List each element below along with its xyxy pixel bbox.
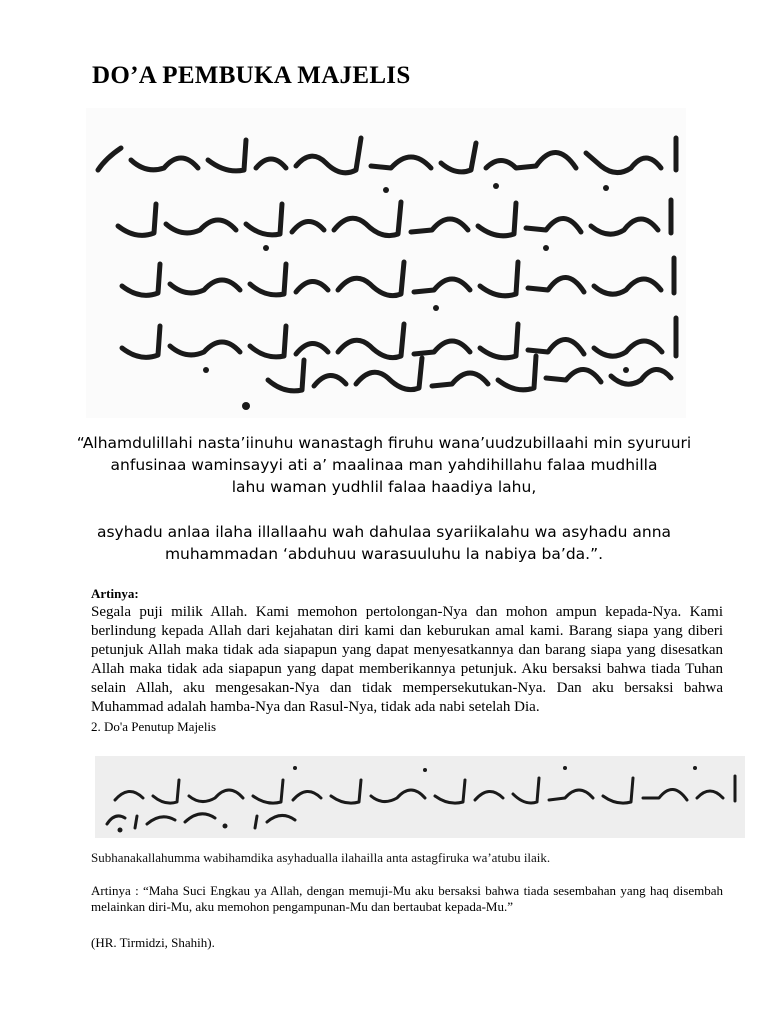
arabic-calligraphy-icon — [86, 108, 686, 418]
translation-block — [91, 584, 723, 736]
closing-prayer-latin: Subhanakallahumma wabihamdika asyhadualla ilahailla anta astagfiruka wa’atubu ilaik. — [91, 850, 551, 865]
translit-line: “Alhamdulillahi nasta’iinuhu wanastagh firuhu wana’uudzubillaahi min syuruuri — [76, 434, 692, 452]
page-title: DO’A PEMBUKA MAJELIS — [92, 62, 411, 89]
translation-text: Segala puji milik Allah. Kami memohon pertolongan-Nya dan mohon ampun kepada-Nya. Kami berlindung kepada Allah dari kejahatan diri kami dan keburukan amal kami. Barang siapa yang diberi petunjuk Allah maka tidak ada siapapun yang dapat menyesatkannya dan barang siapa yang disesatkan Allah maka tidak ada siapapun yang dapat memberikannya petunjuk. Aku bersaksi bahwa tiada Tuhan selain Allah, aku mengesakan-Nya dan tidak mempersekutukan-Nya. Dan aku bersaksi bahwa Muhammad adalah hamba-Nya dan Rasul-Nya, tidak ada nabi setelah Dia. — [91, 604, 723, 715]
transliteration-paragraph-1 — [30, 432, 738, 498]
hadith-source: (HR. Tirmidzi, Shahih). — [91, 935, 215, 950]
translit-line: anfusinaa waminsayyi ati a’ maalinaa man yahdihillahu falaa mudhilla — [110, 456, 658, 474]
translit-line: lahu waman yudhlil falaa haadiya lahu, — [231, 478, 537, 496]
arabic-prayer-image-icon — [95, 756, 745, 838]
translit-line: asyhadu anlaa ilaha illallaahu wah dahulaa syariikalahu wa asyhadu anna — [96, 523, 672, 541]
translit-line: muhammadan ‘abduhuu warasuuluhu la nabiya ba’da.”. — [164, 545, 604, 563]
section-heading: 2. Do'a Penutup Majelis — [91, 719, 217, 734]
translation-label: Artinya: — [91, 586, 139, 601]
closing-prayer-translation: Artinya : “Maha Suci Engkau ya Allah, dengan memuji-Mu aku bersaksi bahwa tiada sesembahan yang haq disembah melainkan diri-Mu, aku memohon pengampunan-Mu dan bertaubat kepada-Mu.” — [91, 883, 723, 914]
transliteration-paragraph-2 — [30, 521, 738, 565]
